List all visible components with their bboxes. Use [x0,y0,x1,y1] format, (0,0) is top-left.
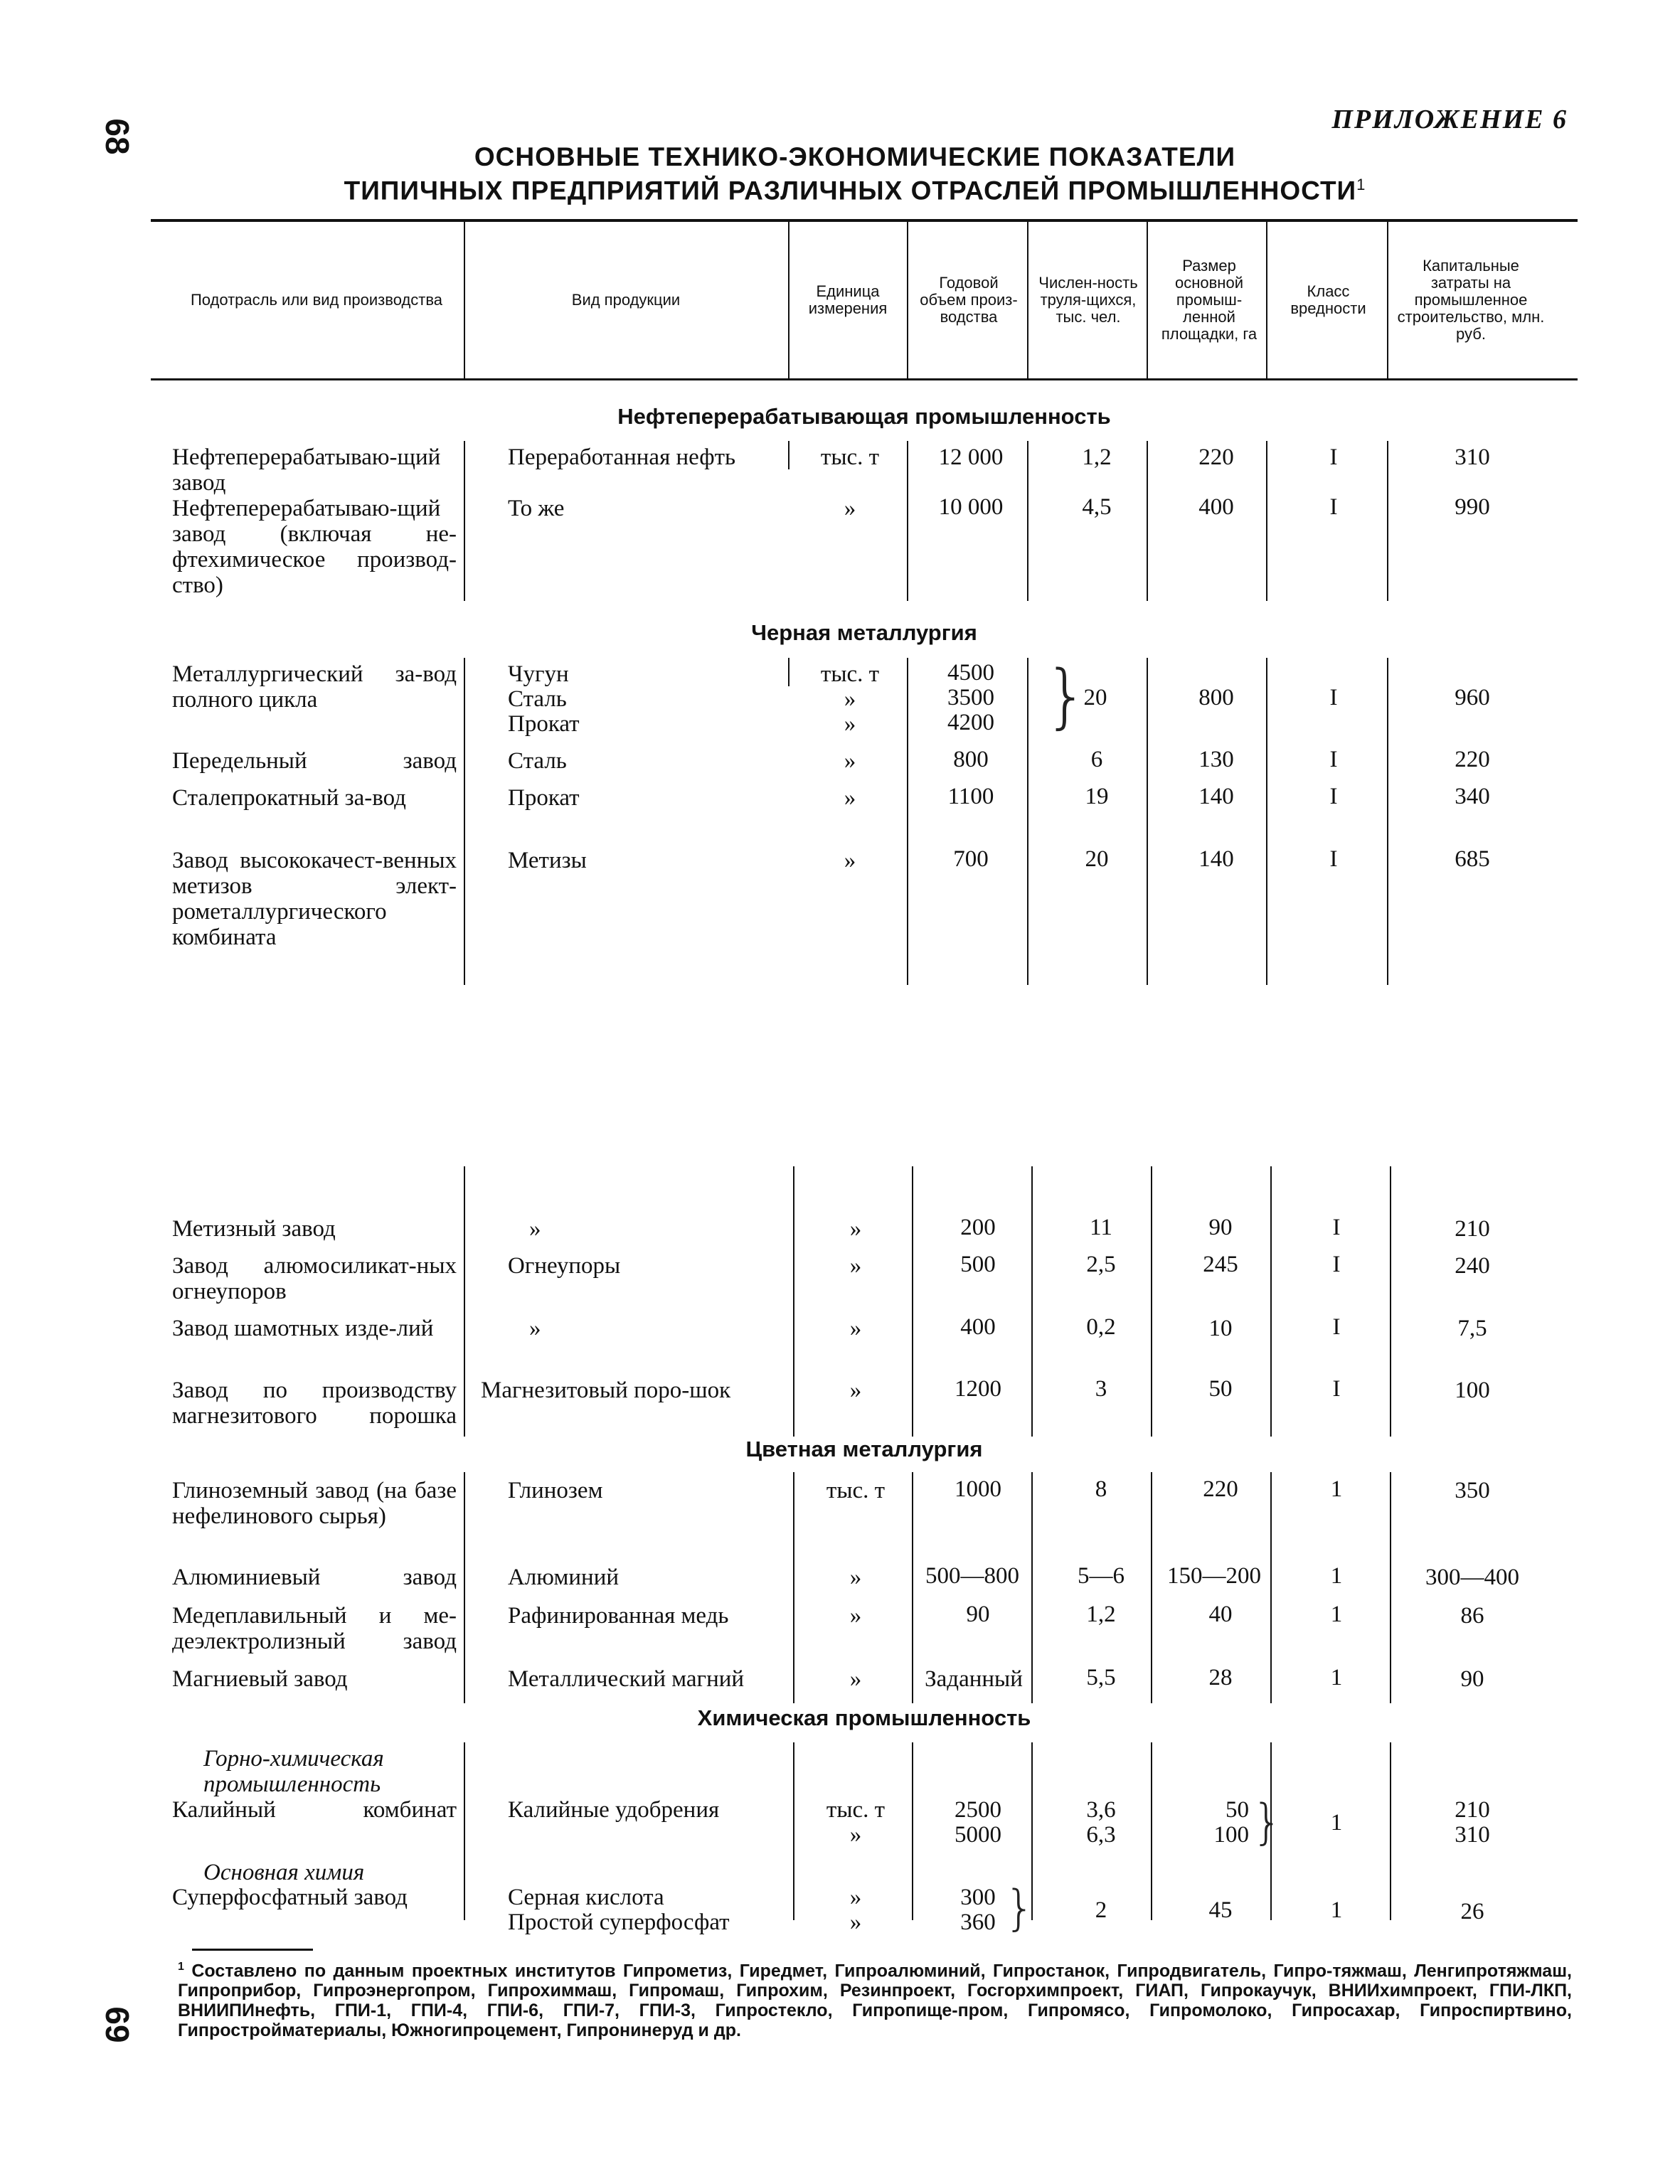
cell-capital: 220 [1455,747,1490,772]
title-line-1: ОСНОВНЫЕ ТЕХНИКО-ЭКОНОМИЧЕСКИЕ ПОКАЗАТЕЛИ [474,142,1236,171]
table-row-name: Медеплавильный и ме-деэлектролизный завод [172,1603,457,1654]
cell-volume: 700 [953,846,989,872]
header-divider [788,222,790,378]
cell-hazard: 1 [1330,1665,1343,1690]
cell-hazard: 1 [1330,1810,1343,1836]
cell-workers: 19 [1085,784,1109,809]
cell-hazard: I [1329,494,1338,520]
cell-workers: 1,2 [1082,444,1112,470]
column-rule [907,441,908,601]
cell-volume: 300 [960,1885,996,1910]
cell-volume: 2500 [955,1797,1001,1823]
header-divider [907,222,908,378]
cell-hazard: I [1329,846,1338,872]
col-header-subsector: Подотрасль или вид производства [190,291,443,309]
table-row-name: Завод высококачест-венных метизов элект-рометаллургического комбината [172,848,457,950]
table-row-name: Завод алюмосиликат-ных огнеупоров [172,1253,457,1304]
cell-volume: 500 [960,1252,996,1277]
section-ferrous: Черная металлургия [751,620,977,645]
cell-capital: 310 [1455,444,1490,470]
cell-volume: 500—800 [925,1563,1019,1589]
col-header-workers: Числен-ность труля-щихся, тыс. чел. [1038,274,1138,326]
cell-capital: 90 [1460,1666,1484,1692]
cell-workers: 1,2 [1086,1602,1116,1627]
section-nonferrous: Цветная металлургия [745,1437,983,1461]
cell-unit: тыс. т [826,1478,886,1503]
cell-volume: 4200 [947,710,994,735]
brace-icon: } [1004,1880,1036,1937]
cell-unit: » [849,1603,862,1629]
title-line-2: ТИПИЧНЫХ ПРЕДПРИЯТИЙ РАЗЛИЧНЫХ ОТРАСЛЕЙ ПРОМЫШЛЕННОСТИ$^1$ [344,176,1366,206]
cell-unit: » [849,1885,862,1910]
cell-workers: 20 [1083,685,1107,710]
cell-capital: 350 [1455,1478,1490,1503]
column-rule [464,441,465,601]
cell-volume: 3500 [947,685,994,710]
cell-unit: тыс. т [820,444,880,470]
cell-unit: » [849,1316,862,1341]
cell-unit: » [844,496,856,521]
table-row-name: Металлургический за-вод полного цикла [172,661,457,713]
col-header-area: Размер основной промыш-ленной площадки, га [1161,257,1258,343]
column-rule [464,1742,465,1920]
appendix-label: ПРИЛОЖЕНИЕ 6 [1331,105,1568,134]
footnote [178,1957,1572,2040]
header-divider [1027,222,1028,378]
table-row-name: Нефтеперерабатываю-щий завод [172,444,441,496]
cell-area: 150—200 [1167,1563,1261,1589]
cell-hazard: I [1329,444,1338,470]
cell-capital: 990 [1455,494,1490,520]
cell-product: Рафинированная медь [508,1603,729,1629]
cell-area: 90 [1208,1215,1233,1240]
cell-volume: 12 000 [938,444,1004,470]
col-header-unit: Единица измерения [808,282,888,317]
col-header-product: Вид продукции [571,291,681,309]
col-header-hazard: Класс вредности [1290,282,1366,317]
header-divider [1387,222,1388,378]
cell-workers: 2 [1095,1897,1107,1923]
column-rule [464,1166,465,1437]
cell-workers: 11 [1090,1215,1112,1240]
cell-volume: Заданный [925,1666,1023,1692]
cell-workers: 3 [1095,1376,1107,1402]
cell-unit: тыс. т [826,1797,886,1823]
cell-volume: 200 [960,1215,996,1240]
table-row-name: Метизный завод [172,1216,336,1242]
cell-capital: 240 [1455,1253,1490,1279]
cell-product: Калийные удобрения [508,1797,720,1823]
cell-hazard: I [1332,1252,1341,1277]
table-row-name: Калийный комбинат [172,1797,457,1823]
col-header-volume: Годовой объем произ-водства [920,274,1018,326]
cell-unit: » [849,1565,862,1590]
group-label: Горно-химическая промышленность [203,1746,384,1797]
cell-hazard: 1 [1330,1476,1343,1502]
cell-area: 50 [1226,1797,1249,1823]
column-rule [1147,658,1148,985]
cell-unit: » [844,848,856,873]
group-label: Основная химия [203,1860,365,1885]
cell-volume: 1100 [947,784,994,809]
cell-capital: 26 [1460,1899,1484,1924]
cell-hazard: I [1329,685,1338,710]
cell-unit: » [844,748,856,774]
title-footnote-mark: 1 [1356,176,1366,193]
cell-workers: 8 [1095,1476,1107,1502]
cell-unit: » [844,686,856,712]
cell-capital: 685 [1455,846,1490,872]
table-row-name: Суперфосфатный завод [172,1885,408,1910]
column-rule [1390,1742,1391,1920]
header-divider [464,222,465,378]
cell-product: Огнеупоры [508,1253,621,1279]
table-row-name: Завод шамотных изде-лий [172,1316,434,1341]
cell-volume: 10 000 [938,494,1004,520]
cell-hazard: I [1332,1314,1341,1340]
cell-area: 45 [1208,1897,1233,1923]
cell-area: 130 [1198,747,1234,772]
cell-unit: » [849,1253,862,1279]
cell-unit: » [849,1666,862,1692]
cell-product: Метизы [508,848,587,873]
page-number-bottom: 69 [99,2006,136,2043]
cell-capital: 7,5 [1457,1316,1487,1341]
cell-capital: 340 [1455,784,1490,809]
cell-volume: 1000 [955,1476,1001,1502]
column-rule [793,1166,794,1437]
footnote-mark: 1 [178,1961,184,1973]
cell-workers: 4,5 [1082,494,1112,520]
cell-unit: » [849,1822,862,1848]
cell-product: Прокат [508,785,580,811]
cell-product: Алюминий [508,1565,620,1590]
cell-hazard: I [1332,1215,1341,1240]
cell-volume: 1200 [955,1376,1001,1402]
footnote-rule [192,1949,313,1951]
column-rule [1390,1472,1391,1703]
column-rule [1387,658,1388,985]
cell-product: » [529,1316,541,1341]
header-divider [1147,222,1148,378]
cell-volume: 360 [960,1909,996,1935]
cell-hazard: 1 [1330,1897,1343,1923]
cell-unit: » [849,1216,862,1242]
cell-product: Металлический магний [508,1666,745,1692]
cell-area: 245 [1203,1252,1238,1277]
cell-capital: 300—400 [1425,1565,1519,1590]
cell-area: 220 [1203,1476,1238,1502]
cell-hazard: I [1332,1376,1341,1402]
cell-hazard: 1 [1330,1602,1343,1627]
brace-icon: } [1252,1794,1283,1850]
column-rule [1390,1166,1391,1437]
cell-volume: 90 [966,1602,990,1627]
cell-product: Простой суперфосфат [508,1909,730,1935]
header-bottom-rule [151,378,1578,380]
col-header-capital: Капитальные затраты на промышленное строительство, млн. руб. [1397,257,1545,343]
column-rule [1387,441,1388,601]
cell-hazard: I [1329,747,1338,772]
cell-area: 100 [1213,1822,1249,1848]
cell-area: 140 [1198,846,1234,872]
cell-capital: 310 [1455,1822,1490,1848]
column-rule [788,658,790,686]
cell-area: 50 [1208,1376,1233,1402]
cell-workers: 5—6 [1078,1563,1125,1589]
cell-volume: 4500 [947,660,994,686]
cell-workers: 2,5 [1086,1252,1116,1277]
table-row-name: Глиноземный завод (на базе нефелинового сырья) [172,1478,457,1529]
column-rule [464,658,465,985]
cell-workers: 20 [1085,846,1109,872]
cell-capital: 210 [1455,1797,1490,1823]
cell-capital: 86 [1460,1603,1484,1629]
cell-capital: 210 [1455,1216,1490,1242]
cell-hazard: 1 [1330,1563,1343,1589]
table-row-name: Магниевый завод [172,1666,348,1692]
cell-volume: 5000 [955,1822,1001,1848]
cell-product: Глинозем [508,1478,603,1503]
cell-volume: 800 [953,747,989,772]
cell-product: Магнезитовый поро-шок [481,1378,731,1403]
brace-icon: } [1044,656,1089,737]
column-rule [464,1472,465,1703]
cell-product: Чугун [508,661,569,687]
cell-area: 400 [1198,494,1234,520]
section-oil: Нефтеперерабатывающая промышленность [617,404,1111,429]
cell-product: Сталь [508,748,567,774]
column-rule [907,658,908,985]
cell-unit: » [849,1378,862,1403]
cell-area: 10 [1208,1316,1233,1341]
cell-unit: » [844,711,856,737]
cell-volume: 400 [960,1314,996,1340]
cell-area: 220 [1198,444,1234,470]
cell-product: То же [508,496,565,521]
cell-product: » [529,1216,541,1242]
table-row-name: Нефтеперерабатываю-щий завод (включая не-фтехимическое производ-ство) [172,496,457,598]
cell-capital: 960 [1455,685,1490,710]
cell-workers: 6 [1090,747,1103,772]
cell-product: Сталь [508,686,567,712]
cell-area: 800 [1198,685,1234,710]
table-row-name: Передельный завод [172,748,457,774]
cell-workers: 0,2 [1086,1314,1116,1340]
cell-workers: 6,3 [1086,1822,1116,1848]
column-rule [912,1166,913,1437]
column-rule [793,1742,794,1920]
section-chemical: Химическая промышленность [697,1705,1031,1730]
cell-unit: » [849,1909,862,1935]
cell-unit: тыс. т [820,661,880,687]
table-row-name: Завод по производству магнезитового порошка [172,1378,457,1429]
column-rule [788,441,790,469]
page-number-top: 68 [99,118,136,155]
cell-workers: 5,5 [1086,1665,1116,1690]
table-row-name: Сталепрокатный за-вод [172,785,406,811]
cell-capital: 100 [1455,1378,1490,1403]
cell-area: 40 [1208,1602,1233,1627]
column-rule [912,1742,913,1920]
cell-product: Переработанная нефть [508,444,736,470]
table-row-name: Алюминиевый завод [172,1565,457,1590]
cell-hazard: I [1329,784,1338,809]
column-rule [793,1472,794,1703]
cell-product: Серная кислота [508,1885,664,1910]
cell-workers: 3,6 [1086,1797,1116,1823]
cell-area: 28 [1208,1665,1233,1690]
cell-unit: » [844,785,856,811]
header-divider [1266,222,1267,378]
cell-area: 140 [1198,784,1234,809]
cell-product: Прокат [508,711,580,737]
footnote-text: Составлено по данным проектных институтов Гипрометиз, Гиредмет, Гипроалюминий, Гипростанок, Гипродвигатель, Гипро-тяжмаш, Ленгипротяжмаш, Гипроприбор, Гипроэнергопром, Гипрохиммаш, Гипромаш, Гипрохим, Резинпроект, Госгорхимпроект, ГИАП, Гипрокаучук, ВНИИхимпроект, ГПИ-ЛКП, ВНИИПИнефть, ГПИ-1, ГПИ-4, ГПИ-6, ГПИ-7, ГПИ-3, Гипростекло, Гипропище-пром, Гипромясо, Гипромолоко, Гипросахар, Гипроспиртвино, Гипростройматериалы, Южногипроцемент, Гипронинеруд и др. [178,1961,1572,2041]
